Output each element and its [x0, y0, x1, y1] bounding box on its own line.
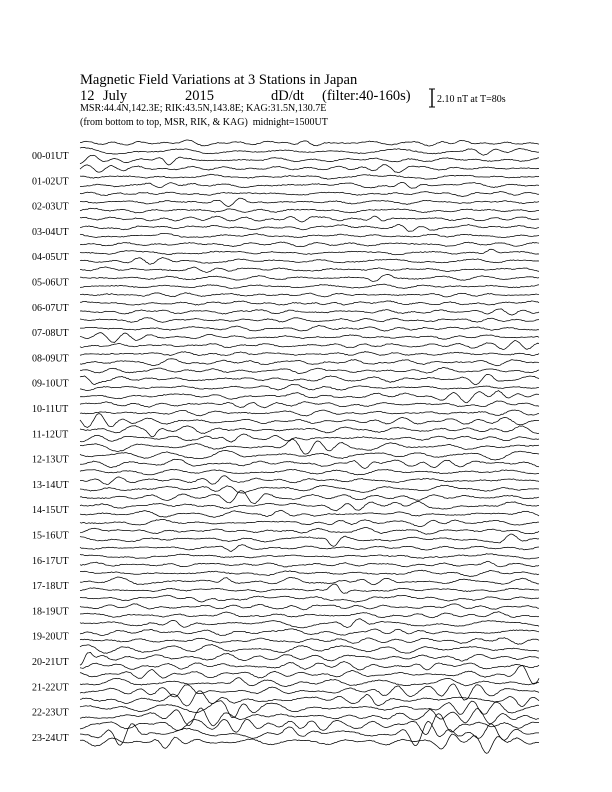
hour-label: 08-09UT — [32, 353, 69, 365]
hour-label: 13-14UT — [32, 479, 69, 491]
hour-label: 01-02UT — [32, 176, 69, 188]
hour-label: 22-23UT — [32, 707, 69, 719]
midnight-note: midnight=1500UT — [252, 117, 328, 128]
trace-kag-h22 — [80, 708, 539, 726]
trace-msr-h20 — [80, 644, 539, 653]
trace-kag-h12 — [80, 459, 539, 468]
trace-rik-h1 — [80, 174, 539, 179]
hour-label: 21-22UT — [32, 682, 69, 694]
hour-label: 17-18UT — [32, 581, 69, 593]
chart-title: Magnetic Field Variations at 3 Stations in Japan — [80, 72, 358, 88]
trace-rik-h14 — [80, 501, 539, 510]
trace-msr-h5 — [80, 267, 539, 272]
trace-msr-h22 — [80, 691, 539, 707]
hour-label: 02-03UT — [32, 201, 69, 213]
filter-label: (filter:40-160s) — [322, 88, 411, 104]
trace-msr-h23 — [80, 714, 539, 735]
trace-kag-h18 — [80, 612, 539, 618]
trace-rik-h21 — [80, 678, 539, 687]
trace-msr-h17 — [80, 570, 539, 576]
trace-kag-h15 — [80, 534, 539, 546]
trace-rik-h3 — [80, 224, 539, 231]
trace-kag-h23 — [80, 734, 539, 753]
trace-kag-h10 — [80, 410, 539, 416]
trace-kag-h8 — [80, 359, 539, 366]
trace-kag-h16 — [80, 561, 539, 567]
trace-rik-h18 — [80, 604, 539, 610]
trace-rik-h4 — [80, 249, 539, 254]
trace-msr-h12 — [80, 439, 539, 454]
hour-label: 19-20UT — [32, 631, 69, 643]
trace-kag-h5 — [80, 284, 539, 288]
station-coordinates: MSR:44.4N,142.3E; RIK:43.5N,143.8E; KAG:31.5N,130.7E — [80, 103, 327, 114]
trace-msr-h10 — [80, 391, 539, 403]
trace-rik-h13 — [80, 476, 539, 485]
trace-rik-h7 — [80, 325, 539, 331]
date-month: July — [103, 88, 128, 104]
trace-rik-h10 — [80, 401, 539, 408]
hour-label: 23-24UT — [32, 732, 69, 744]
station-order: (from bottom to top, MSR, RIK, & KAG) — [80, 117, 248, 128]
trace-kag-h7 — [80, 333, 539, 343]
trace-msr-h7 — [80, 318, 539, 323]
trace-msr-h6 — [80, 293, 539, 297]
hour-label: 05-06UT — [32, 277, 69, 289]
trace-msr-h8 — [80, 340, 539, 349]
hour-label: 15-16UT — [32, 530, 69, 542]
trace-kag-h14 — [80, 510, 539, 517]
hour-label: 10-11UT — [32, 404, 69, 415]
trace-msr-h0 — [80, 140, 539, 146]
trace-kag-h1 — [80, 182, 539, 188]
trace-msr-h2 — [80, 192, 539, 197]
trace-msr-h16 — [80, 545, 539, 552]
hour-label: 04-05UT — [32, 252, 69, 264]
trace-msr-h11 — [80, 414, 539, 428]
trace-msr-h9 — [80, 367, 539, 373]
trace-msr-h4 — [80, 242, 539, 247]
trace-kag-h9 — [80, 385, 539, 391]
trace-kag-h0 — [80, 155, 539, 165]
trace-msr-h1 — [80, 165, 539, 173]
hour-label: 20-21UT — [32, 657, 69, 668]
hour-label: 07-08UT — [32, 328, 69, 340]
trace-rik-h0 — [80, 147, 539, 155]
quantity-label: dD/dt — [271, 88, 305, 104]
scale-label: 2.10 nT at T=80s — [437, 94, 506, 105]
hour-label: 06-07UT — [32, 302, 69, 314]
hour-label: 14-15UT — [32, 505, 69, 517]
trace-rik-h5 — [80, 274, 539, 281]
date-year: 2015 — [185, 88, 214, 104]
hour-label: 11-12UT — [32, 429, 69, 441]
trace-msr-h18 — [80, 595, 539, 602]
hour-label: 16-17UT — [32, 555, 69, 567]
trace-kag-h6 — [80, 309, 539, 315]
trace-msr-h15 — [80, 519, 539, 526]
trace-rik-h8 — [80, 352, 539, 356]
trace-rik-h6 — [80, 301, 539, 305]
hour-label: 00-01UT — [32, 151, 69, 162]
hour-label: 09-10UT — [32, 378, 69, 390]
trace-rik-h15 — [80, 527, 539, 534]
trace-rik-h22 — [80, 701, 539, 718]
trace-kag-h11 — [80, 434, 539, 442]
trace-kag-h20 — [80, 662, 539, 670]
trace-msr-h13 — [80, 469, 539, 474]
trace-rik-h19 — [80, 629, 539, 636]
trace-rik-h17 — [80, 577, 539, 585]
trace-kag-h17 — [80, 584, 539, 593]
trace-kag-h3 — [80, 233, 539, 237]
trace-rik-h11 — [80, 426, 539, 437]
trace-msr-h19 — [80, 619, 539, 628]
trace-rik-h2 — [80, 198, 539, 206]
hour-label: 03-04UT — [32, 226, 69, 238]
trace-kag-h2 — [80, 208, 539, 213]
hour-labels — [32, 151, 69, 744]
trace-msr-h3 — [80, 216, 539, 222]
date-day: 12 — [80, 88, 95, 104]
trace-msr-h14 — [80, 491, 539, 504]
trace-rik-h16 — [80, 554, 539, 559]
hour-label: 18-19UT — [32, 606, 69, 618]
trace-rik-h9 — [80, 374, 539, 384]
hour-label: 12-13UT — [32, 454, 69, 466]
traces — [80, 140, 539, 753]
trace-kag-h13 — [80, 485, 539, 493]
trace-kag-h4 — [80, 258, 539, 265]
trace-kag-h19 — [80, 638, 539, 645]
